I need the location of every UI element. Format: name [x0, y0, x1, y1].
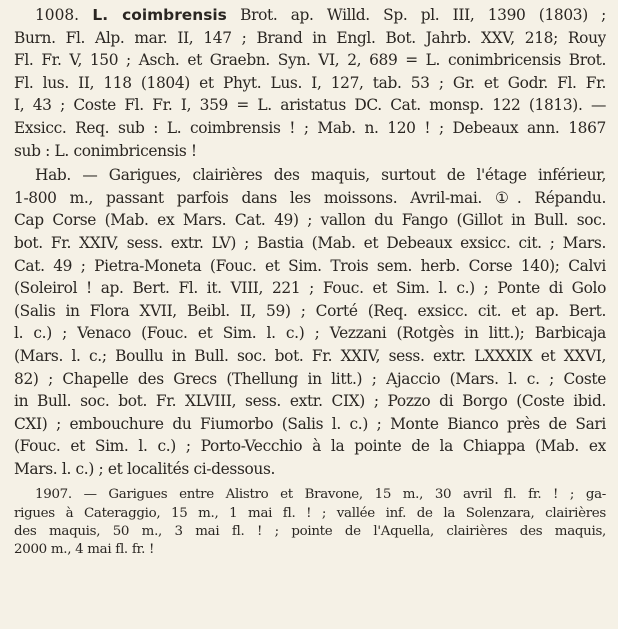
synonymy-line: Fl. Fr. V, 150 ; Asch. et Graebn. Syn. VI, 2, 689 = L. conimbricensis Brot. [14, 51, 606, 70]
habitat-line: 1-800 m., passant parfois dans les moissons. Avril-mai. ①. Répandu. [14, 188, 606, 207]
record-line: rigues à Cateraggio, 15 m., 1 mai fl. ! ; vallée inf. de la Solenzara, clairières [14, 505, 606, 521]
habitat-line: Hab. — Garigues, clairières des maquis, surtout de l'étage inférieur, [35, 166, 606, 185]
habitat-line: (Mars. l. c.; Boullu in Bull. soc. bot. Fr. XXIV, sess. extr. LXXXIX et XXVI, [14, 346, 606, 365]
entry-heading-line [14, 4, 606, 27]
synonymy-line: Fl. lus. II, 118 (1804) et Phyt. Lus. I, 127, tab. 53 ; Gr. et Godr. Fl. Fr. [14, 73, 606, 92]
record-line: 2000 m., 4 mai fl. fr. ! [14, 542, 155, 558]
record-line: 1907. — Garigues entre Alistro et Bravone, 15 m., 30 avril fl. fr. ! ; ga- [35, 487, 606, 503]
species-name: L. coimbrensis [92, 6, 227, 24]
habitat-line: (Soleirol ! ap. Bert. Fl. it. VIII, 221 ; Fouc. et Sim. l. c.) ; Ponte di Golo [14, 279, 606, 298]
habitat-line: Cat. 49 ; Pietra-Moneta (Fouc. et Sim. Trois sem. herb. Corse 140); Calvi [14, 256, 606, 275]
habitat-line: bot. Fr. XXIV, sess. extr. LV) ; Bastia (Mab. et Debeaux exsicc. cit. ; Mars. [14, 233, 606, 252]
habitat-paragraph [14, 164, 606, 480]
habitat-line: Cap Corse (Mab. ex Mars. Cat. 49) ; vallon du Fango (Gillot in Bull. soc. [14, 211, 606, 230]
synonymy-line: sub : L. conimbricensis ! [14, 141, 197, 160]
habitat-line: (Salis in Flora XVII, Beibl. II, 59) ; Corté (Req. exsicc. cit. et ap. Bert. [14, 301, 606, 320]
synonymy-line: I, 43 ; Coste Fl. Fr. I, 359 = L. aristatus DC. Cat. monsp. 122 (1813). — [14, 96, 606, 115]
habitat-line: Mars. l. c.) ; et localités ci-dessous. [14, 459, 276, 478]
synonymy-line: Brot. ap. Willd. Sp. pl. III, 1390 (1803) ; [240, 6, 606, 24]
synonymy-line: Exsicc. Req. sub : L. coimbrensis ! ; Mab. n. 120 ! ; Debeaux ann. 1867 [14, 118, 606, 137]
habitat-line: l. c.) ; Venaco (Fouc. et Sim. l. c.) ; Vezzani (Rotgès in litt.); Barbicaja [14, 324, 606, 343]
habitat-line: (Fouc. et Sim. l. c.) ; Porto-Vecchio à la pointe de la Chiappa (Mab. ex [14, 437, 606, 456]
record-line: des maquis, 50 m., 3 mai fl. ! ; pointe de l'Aquella, clairières des maquis, [14, 523, 606, 539]
synonymy-line: Burn. Fl. Alp. mar. II, 147 ; Brand in Engl. Bot. Jahrb. XXV, 218; Rouy [14, 28, 606, 47]
entry-number: 1008. [35, 6, 80, 24]
habitat-line: CXI) ; embouchure du Fiumorbo (Salis l. c.) ; Monte Bianco près de Sari [14, 414, 606, 433]
species-entry-synonymy [14, 4, 606, 162]
habitat-line: 82) ; Chapelle des Grecs (Thellung in litt.) ; Ajaccio (Mars. l. c. ; Coste [14, 369, 606, 388]
document-page [14, 4, 606, 559]
collection-record-1907 [14, 486, 606, 559]
habitat-line: in Bull. soc. bot. Fr. XLVIII, sess. extr. CIX) ; Pozzo di Borgo (Coste ibid. [14, 392, 606, 411]
